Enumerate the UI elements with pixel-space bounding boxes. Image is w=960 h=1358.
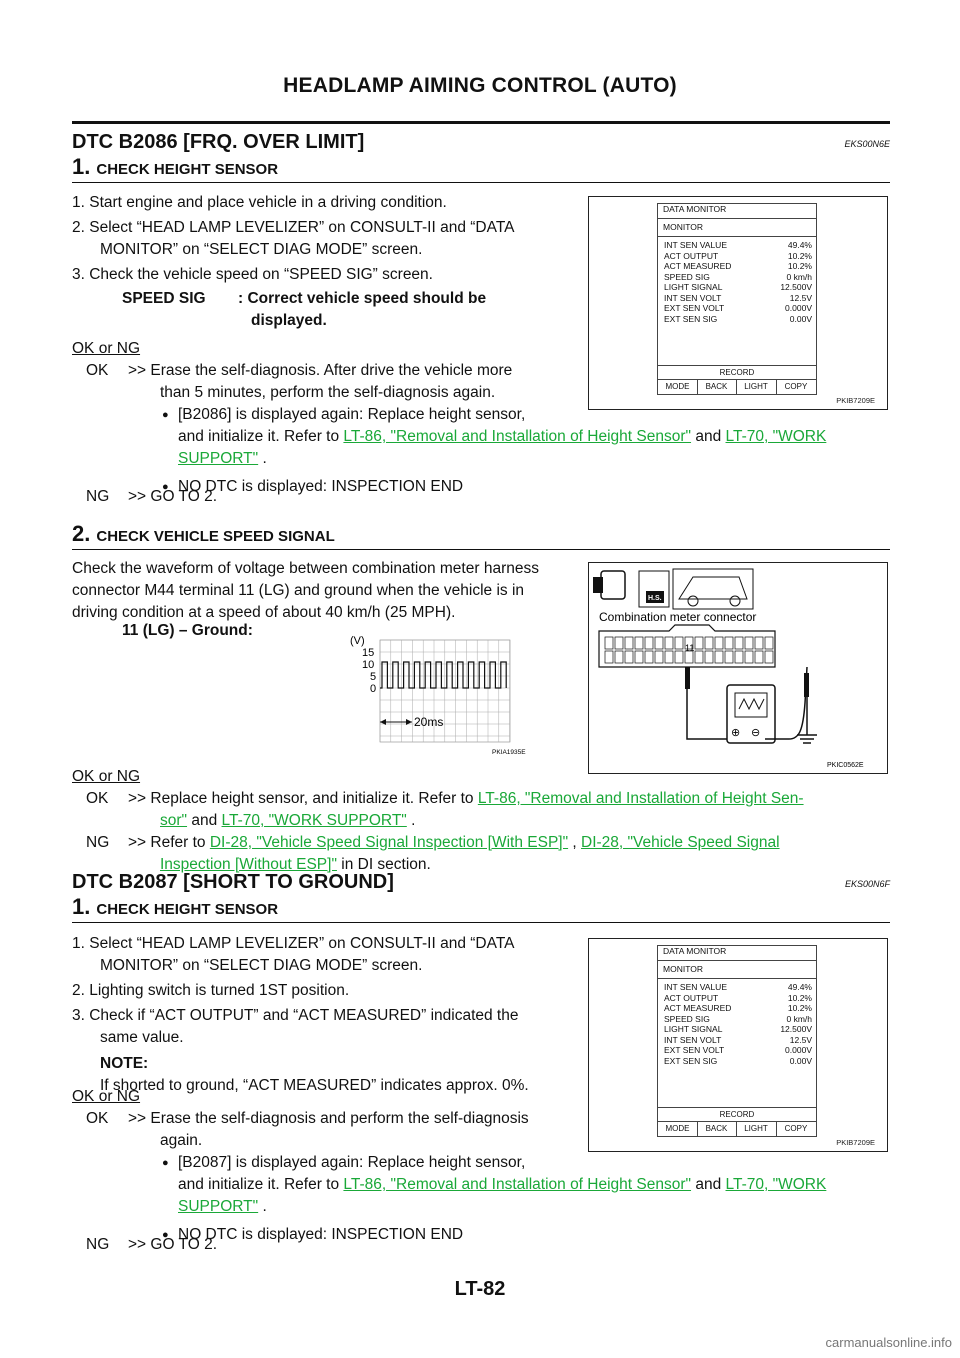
link-di28-with-esp[interactable]: DI-28, "Vehicle Speed Signal Inspection [With ESP]" <box>209 834 569 851</box>
connector-code: PKIC0562E <box>827 762 864 769</box>
step-item: MONITOR” on “SELECT DIAG MODE” screen. <box>100 957 423 974</box>
ok-or-ng: OK or NG <box>72 340 141 357</box>
link-lt70[interactable]: LT-70, "WORK <box>725 1176 827 1193</box>
bullet-no-dtc: ● NO DTC is displayed: INSPECTION END <box>72 1224 888 1246</box>
step-number: 2. <box>72 521 91 546</box>
monitor-row-value: 49.4% <box>787 240 812 250</box>
step-heading-2 <box>72 521 335 547</box>
ng-text: >> Refer to <box>128 834 206 851</box>
figure-code: PKIB7209E <box>836 1138 875 1147</box>
monitor-row-value: 10.2% <box>787 992 812 1003</box>
monitor-row <box>664 303 812 314</box>
monitor-row-value: 10.2% <box>787 250 812 261</box>
section-code-b2086: EKS00N6E <box>844 139 890 149</box>
record-button: RECORD <box>658 365 816 380</box>
ok-text: >> Erase the self-diagnosis and perform the self-diagnosis <box>128 1110 529 1127</box>
record-button: RECORD <box>658 1107 816 1122</box>
step-item: 3. Check if “ACT OUTPUT” and “ACT MEASURED” indicated the <box>72 1007 519 1024</box>
step2-spec: 11 (LG) – Ground: <box>122 622 253 639</box>
header-rule <box>72 121 890 124</box>
connector-figure <box>588 562 888 774</box>
monitor-row-label: ACT OUTPUT <box>664 992 719 1003</box>
para-line: Check the waveform of voltage between combination meter harness <box>72 560 539 577</box>
step-item: 1. Select “HEAD LAMP LEVELIZER” on CONSULT-II and “DATA <box>72 935 515 952</box>
ng-result-2 <box>72 832 888 876</box>
ok-key: OK <box>86 362 109 379</box>
section-title-b2086: DTC B2086 [FRQ. OVER LIMIT] <box>72 131 365 153</box>
monitor-row-value: 0.000V <box>785 1045 812 1055</box>
wave-tick-15: 15 <box>362 647 375 659</box>
step-heading <box>72 154 278 180</box>
connector-svg <box>589 563 887 773</box>
step-number: 1. <box>72 894 91 919</box>
monitor-row-value: 10.2% <box>787 261 812 271</box>
copy-button: COPY <box>776 379 816 394</box>
monitor-row-label: LIGHT SIGNAL <box>664 282 723 292</box>
step-items <box>72 192 514 286</box>
monitor-row <box>664 272 812 283</box>
monitor-row-label: ACT MEASURED <box>664 261 732 271</box>
spec-label: SPEED SIG <box>122 290 206 307</box>
step-rule <box>72 549 890 550</box>
para-line: driving condition at a speed of about 40 km/h (25 MPH). <box>72 604 456 621</box>
section-title-b2087: DTC B2087 [SHORT TO GROUND] <box>72 871 394 893</box>
step2-paragraph <box>72 558 582 624</box>
monitor-row-value: 12.500V <box>780 282 812 292</box>
data-monitor-figure <box>588 196 888 410</box>
monitor-row-label: INT SEN VALUE <box>664 982 727 992</box>
step-item: 3. Check the vehicle speed on “SPEED SIG” screen. <box>72 266 433 283</box>
monitor-sub: MONITOR <box>658 219 816 237</box>
ok-bullets <box>72 404 888 498</box>
mode-button: MODE <box>658 1121 698 1136</box>
monitor-row-label: INT SEN VOLT <box>664 292 722 303</box>
monitor-row-label: EXT SEN VOLT <box>664 303 725 313</box>
monitor-screen <box>657 203 817 395</box>
and-text: and <box>691 428 726 445</box>
wave-code: PKIA1935E <box>492 749 526 756</box>
back-button: BACK <box>697 379 737 394</box>
monitor-title: DATA MONITOR <box>658 946 816 961</box>
monitor-screen <box>657 945 817 1137</box>
wave-time: 20ms <box>414 715 444 729</box>
step-item: 2. Lighting switch is turned 1ST position. <box>72 982 350 999</box>
monitor-row-value: 49.4% <box>787 982 812 992</box>
watermark: carmanualsonline.info <box>825 1335 952 1350</box>
step-item: 1. Start engine and place vehicle in a driving condition. <box>72 194 447 211</box>
back-button: BACK <box>697 1121 737 1136</box>
monitor-row <box>664 1035 812 1046</box>
ng-result-3 <box>72 1234 888 1256</box>
step-rule <box>72 182 890 183</box>
wave-tick-5: 5 <box>370 671 377 683</box>
hs-label: H.S. <box>648 595 662 602</box>
waveform-svg <box>340 630 540 760</box>
link-lt86[interactable]: LT-86, "Removal and Installation of Height Sensor" <box>343 428 692 445</box>
monitor-row <box>664 293 812 304</box>
dot-text: . <box>258 1198 267 1215</box>
ng-result <box>72 486 888 508</box>
page-header-title: HEADLAMP AIMING CONTROL (AUTO) <box>283 74 677 97</box>
data-monitor-figure-2 <box>588 938 888 1152</box>
monitor-row <box>664 240 812 251</box>
step-title: CHECK HEIGHT SENSOR <box>96 161 279 178</box>
connector-label: Combination meter connector <box>599 610 757 624</box>
monitor-row-value: 12.500V <box>780 1024 812 1034</box>
bullet-text: and initialize it. Refer to <box>178 1176 340 1193</box>
monitor-row-label: SPEED SIG <box>664 1013 710 1024</box>
monitor-row-label: ACT MEASURED <box>664 1003 732 1013</box>
monitor-row-label: EXT SEN SIG <box>664 313 718 324</box>
step3-items <box>72 933 582 1097</box>
bullet-b2087 <box>72 1152 888 1218</box>
pin-11-label: 11 <box>685 643 695 653</box>
wave-tick-10: 10 <box>362 659 375 671</box>
note-label: NOTE: <box>100 1055 149 1072</box>
para-line: connector M44 terminal 11 (LG) and ground when the vehicle is in <box>72 582 525 599</box>
ok-text: >> Erase the self-diagnosis. After drive the vehicle more <box>128 362 513 379</box>
link-lt70[interactable]: LT-70, "WORK <box>725 428 827 445</box>
monitor-row <box>664 282 812 293</box>
step-item: 2. Select “HEAD LAMP LEVELIZER” on CONSULT-II and “DATA <box>72 219 515 236</box>
and-text: and <box>187 812 222 829</box>
ok-or-ng-3: OK or NG <box>72 1088 141 1105</box>
dot-text: . <box>258 450 267 467</box>
light-button: LIGHT <box>736 1121 777 1136</box>
wave-unit: (V) <box>350 635 365 647</box>
ok-result-2 <box>72 788 888 832</box>
section-code-b2087: EKS00N6F <box>844 879 890 889</box>
monitor-row-value: 12.5V <box>789 292 812 303</box>
monitor-row <box>664 982 812 993</box>
svg-text:⊖: ⊖ <box>751 727 761 739</box>
comma-text: , <box>568 834 582 851</box>
ok-key: OK <box>86 790 109 807</box>
ok-text: >> Replace height sensor, and initialize it. Refer to <box>128 790 474 807</box>
ok-text-2: than 5 minutes, perform the self-diagnosis again. <box>160 384 496 401</box>
bullet-no-dtc: ● NO DTC is displayed: INSPECTION END <box>72 476 888 498</box>
link-lt86-cont[interactable]: sor" <box>160 812 188 829</box>
step-heading-3 <box>72 894 278 920</box>
ng-tail: in DI section. <box>336 856 431 873</box>
monitor-row-value: 12.5V <box>789 1034 812 1045</box>
ng-key: NG <box>86 1236 110 1253</box>
monitor-row <box>664 1024 812 1035</box>
monitor-row-label: LIGHT SIGNAL <box>664 1024 723 1034</box>
monitor-row-label: INT SEN VOLT <box>664 1034 722 1045</box>
monitor-row-value: 0.000V <box>785 303 812 313</box>
monitor-row <box>664 1045 812 1056</box>
copy-button: COPY <box>776 1121 816 1136</box>
ng-text: >> GO TO 2. <box>128 1236 218 1253</box>
bullet-text: and initialize it. Refer to <box>178 428 340 445</box>
spec-value: : Correct vehicle speed should be <box>238 290 487 307</box>
monitor-row-value: 0 km/h <box>786 271 812 282</box>
link-di28-without-esp-cont[interactable]: Inspection [Without ESP]" <box>160 856 337 873</box>
monitor-row-label: INT SEN VALUE <box>664 240 727 250</box>
and-text: and <box>691 1176 726 1193</box>
spec-block <box>122 288 486 332</box>
step-title: CHECK VEHICLE SPEED SIGNAL <box>96 528 335 545</box>
ok-bullets-3 <box>72 1152 888 1246</box>
monitor-row-value: 0.00V <box>789 1055 812 1066</box>
bullet-text: [B2086] is displayed again: Replace height sensor, <box>178 406 526 423</box>
mode-button: MODE <box>658 379 698 394</box>
note-text: If shorted to ground, “ACT MEASURED” indicates approx. 0%. <box>100 1077 529 1094</box>
monitor-row <box>664 314 812 325</box>
monitor-row <box>664 261 812 272</box>
monitor-sub: MONITOR <box>658 961 816 979</box>
monitor-row <box>664 251 812 262</box>
ok-text-2: again. <box>160 1132 203 1149</box>
step-rule <box>72 922 890 923</box>
waveform-figure <box>340 630 540 760</box>
wave-tick-0: 0 <box>370 683 377 695</box>
spec-value-2: displayed. <box>251 312 327 329</box>
dot-text: . <box>406 812 416 829</box>
step-title: CHECK HEIGHT SENSOR <box>96 901 279 918</box>
monitor-row-value: 0 km/h <box>786 1013 812 1024</box>
ok-key: OK <box>86 1110 109 1127</box>
step-item: MONITOR” on “SELECT DIAG MODE” screen. <box>100 241 423 258</box>
monitor-row-label: ACT OUTPUT <box>664 250 719 261</box>
link-lt86[interactable]: LT-86, "Removal and Installation of Height Sen- <box>477 790 804 807</box>
link-di28-without-esp[interactable]: DI-28, "Vehicle Speed Signal <box>581 834 780 851</box>
monitor-row <box>664 1056 812 1067</box>
bullet-text: [B2087] is displayed again: Replace height sensor, <box>178 1154 526 1171</box>
page-number: LT-82 <box>454 1278 506 1300</box>
link-lt70-cont[interactable]: SUPPORT" <box>178 450 259 467</box>
ng-key: NG <box>86 834 110 851</box>
monitor-row-value: 10.2% <box>787 1003 812 1013</box>
monitor-row-label: EXT SEN VOLT <box>664 1045 725 1055</box>
bullet-b2086 <box>72 404 888 470</box>
step-number: 1. <box>72 154 91 179</box>
light-button: LIGHT <box>736 379 777 394</box>
link-lt70-cont[interactable]: SUPPORT" <box>178 1198 259 1215</box>
figure-code: PKIB7209E <box>836 396 875 405</box>
ng-key: NG <box>86 488 110 505</box>
link-lt70[interactable]: LT-70, "WORK SUPPORT" <box>221 812 407 829</box>
ok-or-ng-2: OK or NG <box>72 768 141 785</box>
monitor-row <box>664 1003 812 1014</box>
link-lt86[interactable]: LT-86, "Removal and Installation of Height Sensor" <box>343 1176 692 1193</box>
monitor-row <box>664 1014 812 1025</box>
monitor-row <box>664 993 812 1004</box>
monitor-row-value: 0.00V <box>789 313 812 324</box>
ng-text: >> GO TO 2. <box>128 488 218 505</box>
step-item: same value. <box>100 1029 184 1046</box>
monitor-title: DATA MONITOR <box>658 204 816 219</box>
monitor-row-label: EXT SEN SIG <box>664 1055 718 1066</box>
svg-text:⊕: ⊕ <box>731 727 741 739</box>
monitor-row-label: SPEED SIG <box>664 271 710 282</box>
